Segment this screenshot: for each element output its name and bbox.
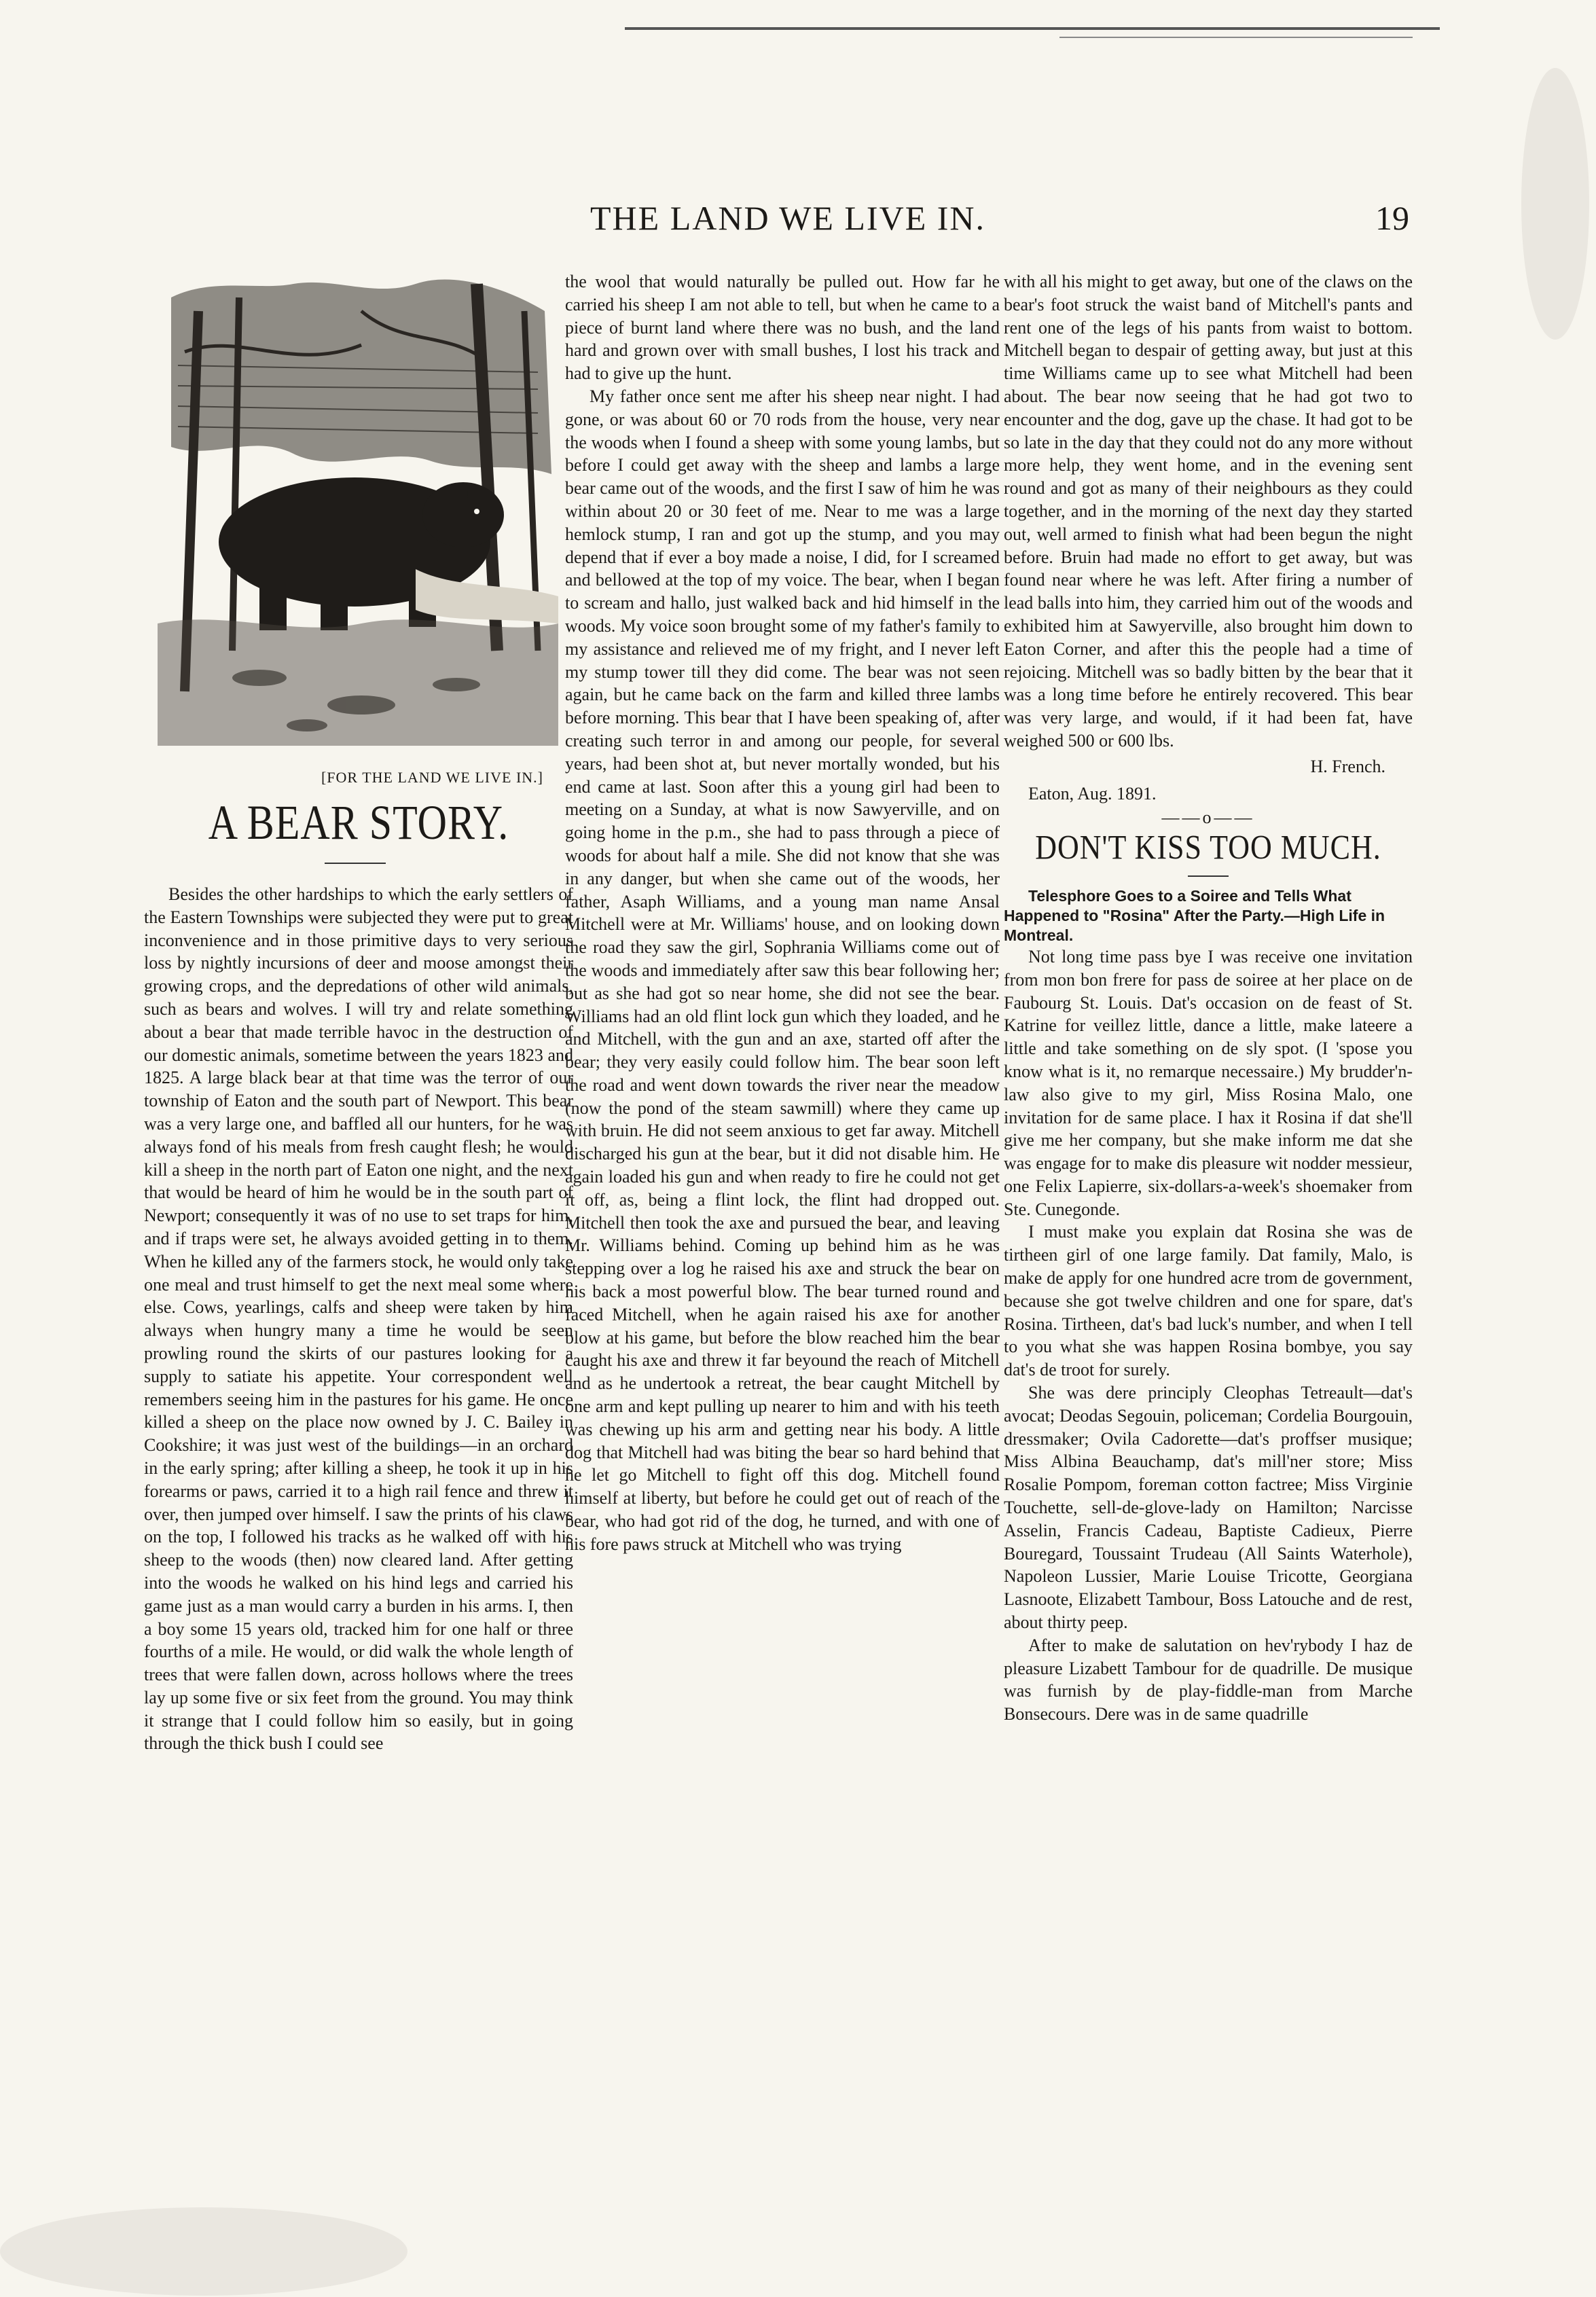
article-paragraph: My father once sent me after his sheep near night. I had gone, or was about 60 or 70 rods from the house, very near the woods when I found a sheep with some young lambs, but before I could get away with the sheep and lambs a large bear came out of the woods, and the first I saw of him he was within about 20 or 30 feet of me. Near to me was a large hemlock stump, I ran and got up the stump, and you may depend that if ever a boy made a noise, I did, for I screamed and bellowed at the top of my voice. The bear, when I began to scream and hallo, just walked back and hid himself in the woods. My voice soon brought some of my father's family to my assistance and relieved me of my fright, and I never left my stump tower till they did come. The bear was not seen again, but he came back on the farm and killed three lambs before morning. This bear that I have been speaking of, after creating such terror in and among our people, for several years, had been shot at, but never mortally wonded, but his end came at last. Soon after this a young girl had been to meeting on a Sunday, at what is now Sawyerville, and on going home in the p.m., she had to pass through a piece of woods for about half a mile. She did not know that she was in any danger, but when she came out of the woods, her father, Asaph Williams, and a young man name Ansal Mitchell were at Mr. Williams' house, and on looking down the road they saw the girl, Sophrania Williams come out of the woods and immediately after saw this bear following her; but as she had got so near home, she did not see the bear. Williams had an old flint lock gun which they loaded, and he and Mitchell, with the gun and an axe, started off after the bear; they very easily could follow him. The bear soon left the road and went down towards the river near the meadow (now the pond of the steam sawmill) where they came up with bruin. He did not seem anxious to get far away. Mitchell discharged his gun at the bear, but it did not disable him. He again loaded his gun and when ready to fire he could not get it off, as, being a flint lock, the flint had dropped out. Mitchell then took the axe and pursued the bear, and leaving Mr. Williams behind. Coming up behind him as he was stepping over a log he raised his axe and struck the bear on his back a most powerful blow. The bear turned round and faced Mitchell, when he again raised his axe for another blow at his game, but before the blow reached him the bear caught his axe and threw it far beyound the reach of Mitchell and as he undertook a retreat, the bear caught Mitchell by one arm and kept pulling up nearer to him and with his teeth was chewing up his arm and getting near his body. A little dog that Mitchell had was biting the bear so hard behind that he let go Mitchell to fight off this dog. Mitchell found himself at liberty, but before he could get out of reach of the bear, who had got rid of the dog, he turned, and with one of his fore paws struck at Mitchell who was trying: [565, 386, 1000, 1554]
article-paragraph: with all his might to get away, but one of the claws on the bear's foot struck the waist band of Mitchell's pants and rent one of the legs of his pants from waist to bottom. Mitchell began to despair of getting away, but just at this time Williams came up to see what Mitchell had been about. The bear now seeing that he had got two to encounter and the dog, gave up the chase. It had got to be so late in the day that they could not do any more without more help, they went home, and in the evening sent round and got as many of their neighbours as they could together, and in the morning of the next day they started out, well armed to finish what had been begun the night before. Bruin had made no effort to get away, but was found near where he was left. After firing a number of lead balls into him, they carried him out of the woods and exhibited him at Sawyerville, also brought him down to Eaton Corner, and after this the people had a time of rejoicing. Mitchell was so badly bitten by the bear that it was a long time before he entirely recovered. This bear was very large, and would, if it had been fat, have weighed 500 or 600 lbs.: [1004, 272, 1413, 750]
bear-woodcut-illustration: [158, 270, 558, 746]
article-paragraph: the wool that would naturally be pulled out. How far he carried his sheep I am not able to tell, but when he came to a piece of burnt land where there was no bush, and the land hard and grown over with small bushes, I lost his track and had to give up the hunt.: [565, 272, 1000, 384]
article-paragraph: Besides the other hardships to which the early settlers of the Eastern Townships were subjected they were put to great inconvenience and in those primitive days to very serious loss by nightly incursions of deer and moose amongst their growing crops, and the depredations of other wild animals, such as bears and wolves. I will try and relate something about a bear that made terrible havoc in the destruction of our domestic animals, sometime between the years 1823 and 1825. A large black bear at that time was the terror of our township of Eaton and the south part of Newport. This bear was a very large one, and baffled all our hunters, for he was always fond of his meals from fresh caught flesh; he would kill a sheep in the north part of Eaton one night, and the next that would be heard of him he would be in the south part of Newport; consequently it was of no use to set traps for him, and if traps were set, he always avoided getting in to them. When he killed any of the farmers stock, he would only take one meal and trust himself to get the next meal some where else. Cows, yearlings, calfs and sheep were taken by him always when hungry many a time he would be seen prowling round the skirts of our pastures looking for a supply to satiate his appetite. Your correspondent well remembers seeing him in the pastures for his game. He once killed a sheep on the place now owned by J. C. Bailey in Cookshire; it was just west of the buildings—in an orchard in the early spring; after killing a sheep, he took it up in his forearms or paws, carried it to a high rail fence and threw it over, then jumped over himself. I saw the prints of his claws on the top, I followed his tracks as he walked off with his sheep to the woods (then) now cleared land. After getting into the woods he walked on his hind legs and carried his game just as a man would carry a burden in his arms. I, then a boy some 15 years old, tracked him for one half or three fourths of a mile. He would, or did walk the whole length of trees that were fallen down, across hollows where the trees lay up some five or six feet from the ground. You may think it strange that I could follow him so easily, but in going through the thick bush I could see: [144, 884, 573, 1754]
illustration-caption: [FOR THE LAND WE LIVE IN.]: [321, 769, 543, 786]
page-number: 19: [1375, 199, 1409, 237]
dateline: Eaton, Aug. 1891.: [1028, 783, 1157, 803]
article-title-dont-kiss: DON'T KISS TOO MUCH.: [1035, 828, 1381, 867]
article-paragraph: I must make you explain dat Rosina she was de tirtheen girl of one large family. Dat family, Malo, is make de apply for one hundred acre trom de government, because she got twelve children and one for spare, dat's Rosina. Tirtheen, dat's bad luck's number, and when I tell to you what she was happen Rosina bombye, you say dat's de troot for surely.: [1004, 1222, 1413, 1380]
top-rule: [625, 27, 1440, 30]
article-deck: Telesphore Goes to a Soiree and Tells What Happened to "Rosina" After the Party.—High Life in Montreal.: [1004, 886, 1385, 944]
article-title-bear-story: A BEAR STORY.: [208, 795, 509, 850]
article-paragraph: After to make de salutation on hev'rybody I haz de pleasure Lizabett Tambour for de quadrille. De musique was furnish by de play-fiddle-man from Marche Bonsecours. Dere was in de same quadrille: [1004, 1635, 1413, 1724]
column-2: [565, 270, 1000, 1556]
paper-stain: [1521, 68, 1589, 340]
title-rule: [1188, 875, 1229, 877]
author-signature: H. French.: [1310, 756, 1385, 776]
title-rule: [325, 863, 386, 864]
top-rule-secondary: [1059, 37, 1413, 38]
article-paragraph: She was dere principly Cleophas Tetreault—dat's avocat; Deodas Segouin, policeman; Cordelia Bourgouin, dressmaker; Ovila Cadorette—dat's proffser musique; Miss Albina Beauchamp, dat's mill'ner store; Miss Rosalie Pompom, foreman cotton factree; Miss Virginie Touchette, sell-de-glove-lady on Hamilton; Narcisse Asselin, Francis Cadeau, Baptiste Cadieux, Pierre Bouregard, Toussaint Trudeau (All Saints Waterhole), Napoleon Lussier, Marie Louise Tricotte, Georgiana Lasnoote, Elizabett Tambour, Boss Latouche and de rest, about thirty peep.: [1004, 1383, 1413, 1633]
column-3: [1004, 270, 1413, 1726]
article-paragraph: Not long time pass bye I was receive one invitation from mon bon frere for pass de soiree at her place on de Faubourg St. Louis. Dat's occasion on de feast of St. Katrine for veillez little, dance a little, make lateere a little and take something on de sly spot. (I 'spose you know what is it, no remarque necessaire.) My brudder'n-law also give to my girl, Miss Rosina Malo, one invitation for de same place. I hax it Rosina if dat she'll give me her company, but she make inform me dat she was engage for to make dis pleasure wit nodder messieur, one Felix Lapierre, six-dollars-a-week's shoemaker from Ste. Cunegonde.: [1004, 946, 1413, 1219]
column-1: [144, 883, 573, 1755]
section-separator: ——o——: [1161, 808, 1255, 828]
paper-stain: [0, 2207, 407, 2296]
running-head: THE LAND WE LIVE IN.: [590, 199, 985, 237]
